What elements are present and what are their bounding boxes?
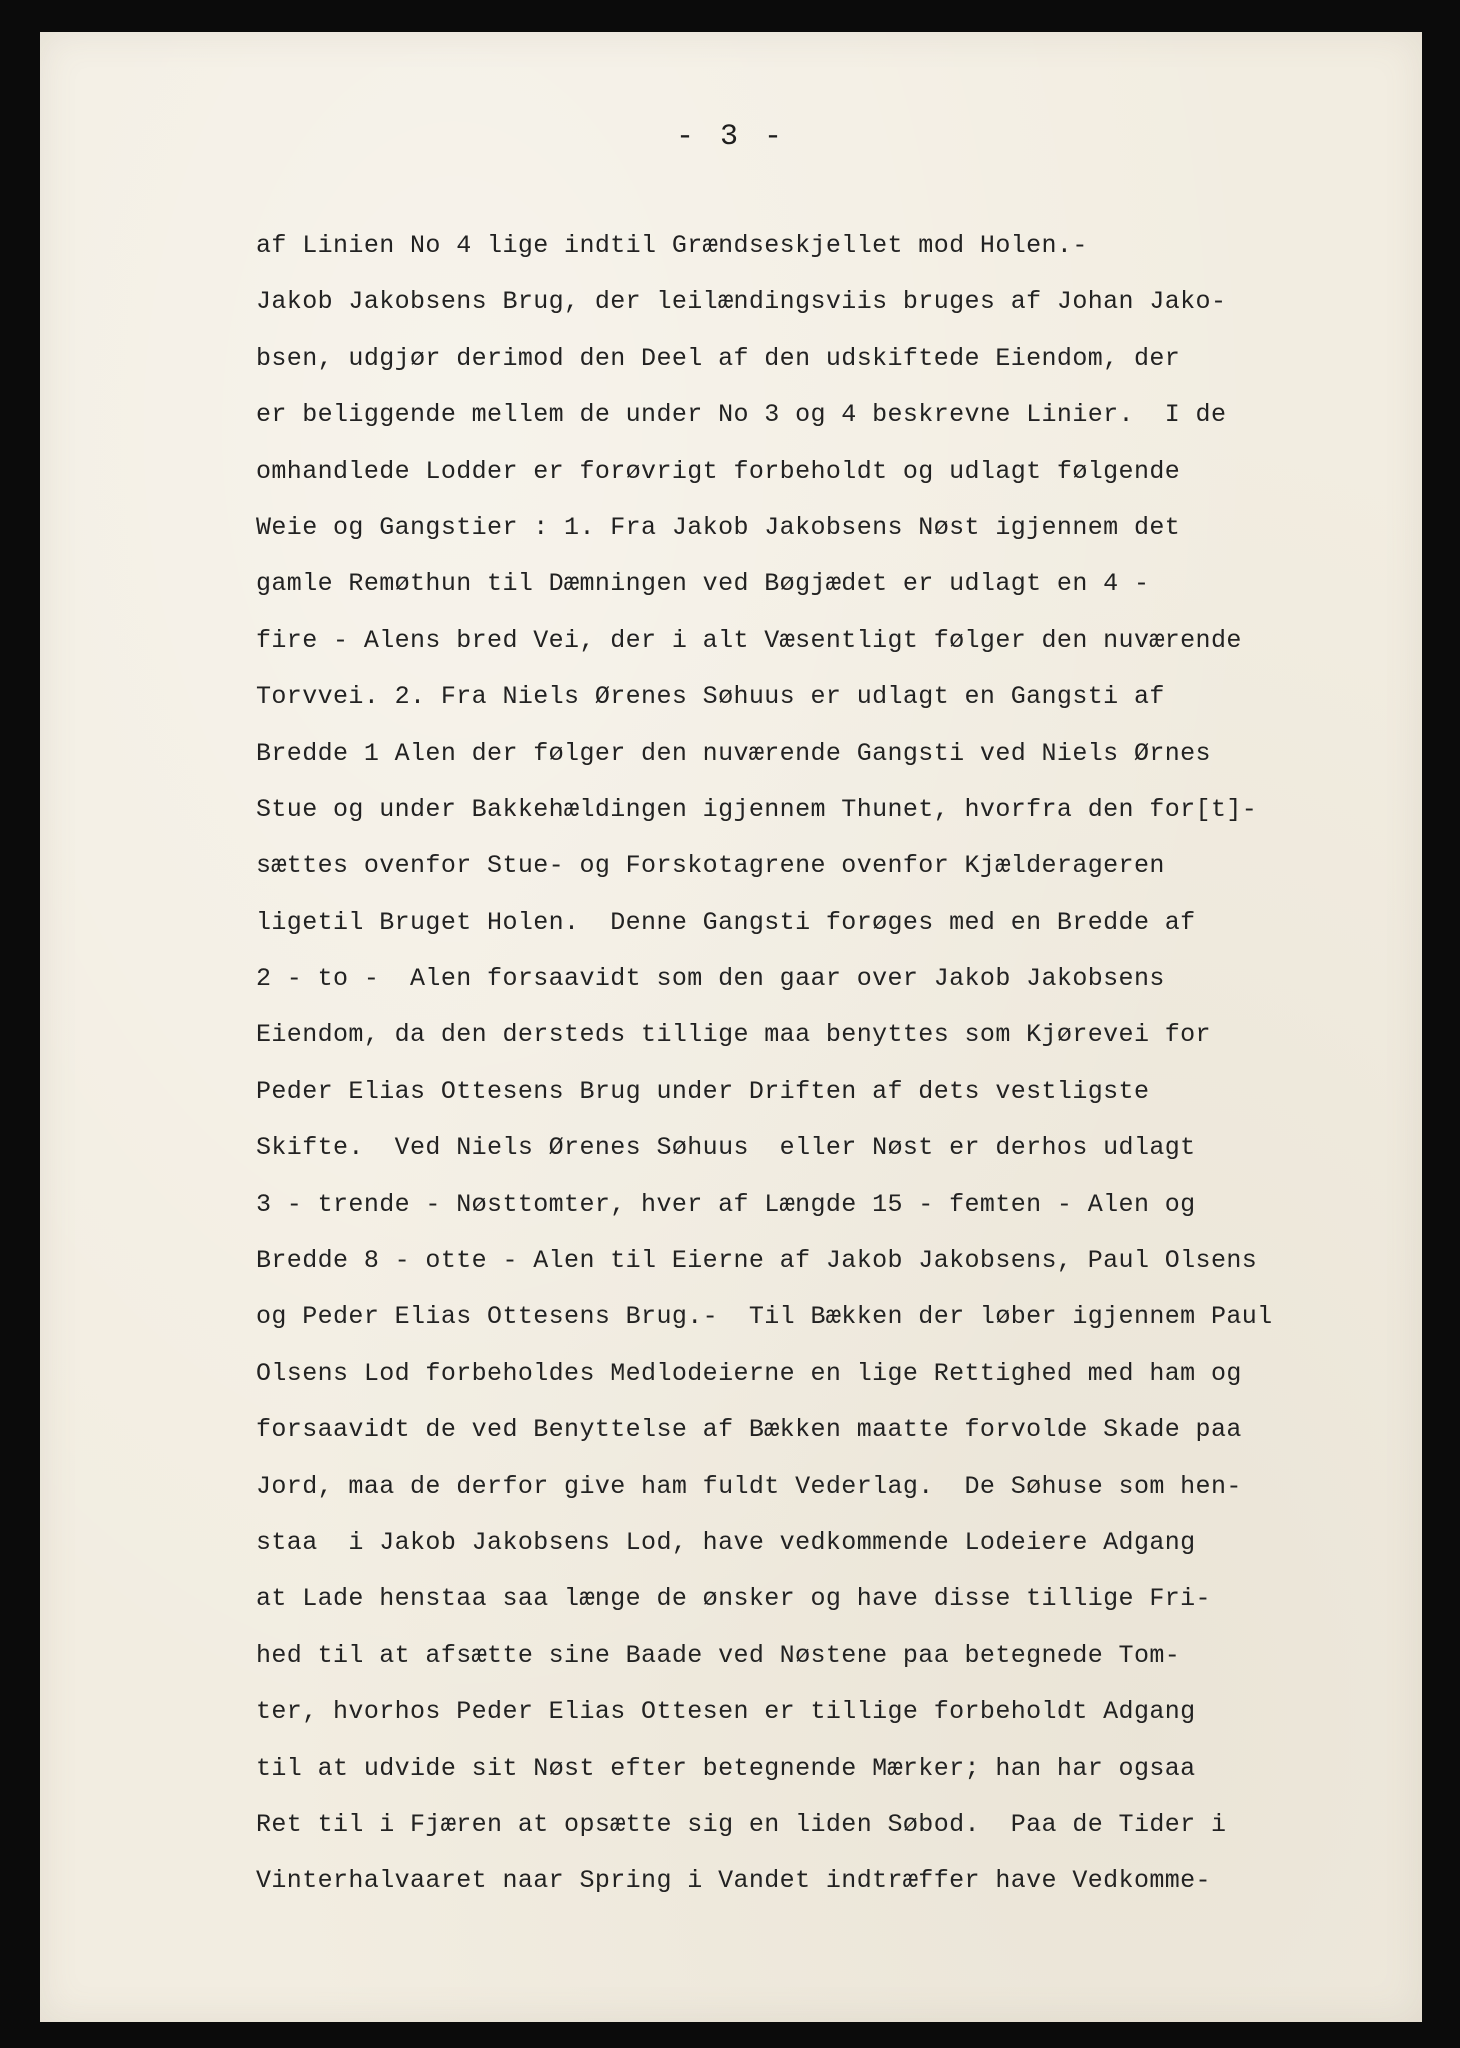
text-line: Stue og under Bakkehældingen igjennem Thunet, hvorfra den for[t]- [256, 794, 1258, 824]
text-line: er beliggende mellem de under No 3 og 4 beskrevne Linier. I de [256, 400, 1227, 430]
text-line: Torvvei. 2. Fra Niels Ørenes Søhuus er udlagt en Gangsti af [256, 682, 1165, 712]
text-line: gamle Remøthun til Dæmningen ved Bøgjædet er udlagt en 4 - [256, 569, 1150, 599]
text-line: ligetil Bruget Holen. Denne Gangsti forøges med en Bredde af [256, 907, 1196, 937]
text-line: hed til at afsætte sine Baade ved Nøstene paa betegnede Tom- [256, 1640, 1181, 1670]
page-number: - 3 - [675, 120, 786, 154]
text-line: og Peder Elias Ottesens Brug.- Til Bækken der løber igjennem Paul [256, 1302, 1273, 1332]
text-line: Ret til i Fjæren at opsætte sig en liden Søbod. Paa de Tider i [256, 1809, 1227, 1839]
text-line: til at udvide sit Nøst efter betegnende Mærker; han har ogsaa [256, 1753, 1196, 1783]
text-line: 3 - trende - Nøsttomter, hver af Længde 15 - femten - Alen og [256, 1189, 1196, 1219]
text-line: 2 - to - Alen forsaavidt som den gaar over Jakob Jakobsens [256, 964, 1165, 994]
text-line: Bredde 8 - otte - Alen til Eierne af Jakob Jakobsens, Paul Olsens [256, 1246, 1258, 1276]
text-line: Eiendom, da den dersteds tillige maa benyttes som Kjørevei for [256, 1020, 1211, 1050]
text-line: staa i Jakob Jakobsens Lod, have vedkommende Lodeiere Adgang [256, 1527, 1196, 1557]
text-line: Peder Elias Ottesens Brug under Driften af dets vestligste [256, 1076, 1150, 1106]
body-text [256, 218, 1386, 1910]
text-line: Olsens Lod forbeholdes Medlodeierne en lige Rettighed med ham og [256, 1358, 1242, 1388]
text-line: ter, hvorhos Peder Elias Ottesen er tillige forbeholdt Adgang [256, 1697, 1196, 1727]
text-line: Jakob Jakobsens Brug, der leilændingsviis bruges af Johan Jako- [256, 287, 1227, 317]
text-line: Vinterhalvaaret naar Spring i Vandet indtræffer have Vedkomme- [256, 1866, 1211, 1896]
text-line: Skifte. Ved Niels Ørenes Søhuus eller Nøst er derhos udlagt [256, 1133, 1196, 1163]
text-line: af Linien No 4 lige indtil Grændseskjellet mod Holen.- [256, 231, 1088, 260]
text-line: Weie og Gangstier : 1. Fra Jakob Jakobsens Nøst igjennem det [256, 512, 1181, 542]
text-line: Bredde 1 Alen der følger den nuværende Gangsti ved Niels Ørnes [256, 738, 1211, 768]
text-line: fire - Alens bred Vei, der i alt Væsentligt følger den nuværende [256, 625, 1242, 655]
text-line: at Lade henstaa saa længe de ønsker og have disse tillige Fri- [256, 1584, 1211, 1614]
text-line: forsaavidt de ved Benyttelse af Bækken maatte forvolde Skade paa [256, 1415, 1242, 1445]
text-line: sættes ovenfor Stue- og Forskotagrene ovenfor Kjælderageren [256, 851, 1165, 881]
text-line: omhandlede Lodder er forøvrigt forbeholdt og udlagt følgende [256, 456, 1181, 486]
document-page [40, 32, 1422, 2022]
text-line: Jord, maa de derfor give ham fuldt Vederlag. De Søhuse som hen- [256, 1471, 1242, 1501]
text-line: bsen, udgjør derimod den Deel af den udskiftede Eiendom, der [256, 343, 1181, 373]
